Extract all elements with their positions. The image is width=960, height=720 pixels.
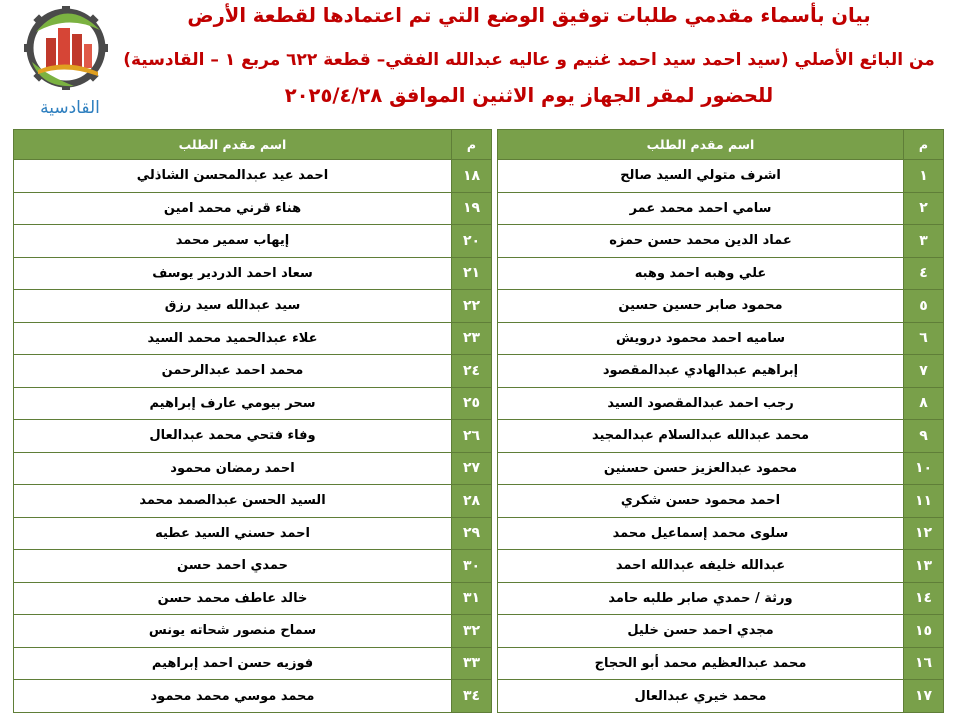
right-name-cell: احمد محمود حسن شكري <box>498 485 904 518</box>
right-number-cell: ٢ <box>904 192 944 225</box>
right-name-cell: محمد عبدالعظيم محمد أبو الحجاج <box>498 647 904 680</box>
table-row <box>14 582 944 615</box>
right-number-cell: ٨ <box>904 387 944 420</box>
right-number-cell: ٥ <box>904 290 944 323</box>
header-num-right: م <box>904 130 944 160</box>
left-number-cell: ٣١ <box>452 582 492 615</box>
left-number-cell: ٢٥ <box>452 387 492 420</box>
left-name-cell: محمد موسي محمد محمود <box>14 680 452 713</box>
column-gap <box>492 387 498 420</box>
column-gap <box>492 130 498 160</box>
column-gap <box>492 192 498 225</box>
title-line-2: من البائع الأصلي (سيد احمد سيد احمد غنيم و عاليه عبدالله الفقي– قطعة ٦٢٢ مربع ١ – القادسية) <box>123 50 935 70</box>
right-number-cell: ٦ <box>904 322 944 355</box>
left-name-cell: احمد رمضان محمود <box>14 452 452 485</box>
right-number-cell: ١٠ <box>904 452 944 485</box>
title-line-1: بيان بأسماء مقدمي طلبات توفيق الوضع التي تم اعتمادها لقطعة الأرض <box>187 4 871 27</box>
table-row <box>14 485 944 518</box>
right-number-cell: ١٦ <box>904 647 944 680</box>
right-name-cell: ورثة / حمدي صابر طلبه حامد <box>498 582 904 615</box>
applicants-table <box>13 129 944 713</box>
column-gap <box>492 355 498 388</box>
table-row <box>14 452 944 485</box>
right-name-cell: سلوى محمد إسماعيل محمد <box>498 517 904 550</box>
city-logo <box>8 2 116 120</box>
left-number-cell: ٢٢ <box>452 290 492 323</box>
left-number-cell: ٣٣ <box>452 647 492 680</box>
table-row <box>14 257 944 290</box>
right-number-cell: ١٥ <box>904 615 944 648</box>
table-row <box>14 647 944 680</box>
left-number-cell: ٣٤ <box>452 680 492 713</box>
left-name-cell: السيد الحسن عبدالصمد محمد <box>14 485 452 518</box>
column-gap <box>492 680 498 713</box>
column-gap <box>492 485 498 518</box>
table-row <box>14 615 944 648</box>
left-name-cell: سماح منصور شحاته يونس <box>14 615 452 648</box>
right-number-cell: ٧ <box>904 355 944 388</box>
table-row <box>14 517 944 550</box>
column-gap <box>492 420 498 453</box>
table-row <box>14 290 944 323</box>
table-row <box>14 355 944 388</box>
table-row <box>14 550 944 583</box>
right-number-cell: ١٣ <box>904 550 944 583</box>
right-name-cell: محمود صابر حسين حسين <box>498 290 904 323</box>
right-name-cell: اشرف متولي السيد صالح <box>498 160 904 193</box>
left-name-cell: إيهاب سمير محمد <box>14 225 452 258</box>
left-number-cell: ٢٩ <box>452 517 492 550</box>
left-number-cell: ٢٠ <box>452 225 492 258</box>
left-number-cell: ١٩ <box>452 192 492 225</box>
column-gap <box>492 322 498 355</box>
left-number-cell: ٢٧ <box>452 452 492 485</box>
table-header-row <box>14 130 944 160</box>
right-name-cell: علي وهبه احمد وهبه <box>498 257 904 290</box>
right-name-cell: ساميه احمد محمود درويش <box>498 322 904 355</box>
right-number-cell: ١ <box>904 160 944 193</box>
document-header <box>0 0 960 122</box>
column-gap <box>492 550 498 583</box>
column-gap <box>492 647 498 680</box>
left-name-cell: علاء عبدالحميد محمد السيد <box>14 322 452 355</box>
logo-label: القادسية <box>40 98 100 118</box>
column-gap <box>492 452 498 485</box>
left-number-cell: ٣٠ <box>452 550 492 583</box>
table-row <box>14 680 944 713</box>
right-name-cell: رجب احمد عبدالمقصود السيد <box>498 387 904 420</box>
table-row <box>14 322 944 355</box>
left-name-cell: فوزيه حسن احمد إبراهيم <box>14 647 452 680</box>
column-gap <box>492 160 498 193</box>
left-name-cell: احمد حسني السيد عطيه <box>14 517 452 550</box>
right-number-cell: ١٧ <box>904 680 944 713</box>
right-number-cell: ١٤ <box>904 582 944 615</box>
table-row <box>14 420 944 453</box>
right-name-cell: عماد الدين محمد حسن حمزه <box>498 225 904 258</box>
left-name-cell: هناء قرني محمد امين <box>14 192 452 225</box>
right-name-cell: محمد عبدالله عبدالسلام عبدالمجيد <box>498 420 904 453</box>
left-name-cell: سحر بيومي عارف إبراهيم <box>14 387 452 420</box>
header-num-left: م <box>452 130 492 160</box>
table-row <box>14 192 944 225</box>
column-gap <box>492 225 498 258</box>
city-logo-emblem-icon <box>8 2 116 102</box>
left-number-cell: ٣٢ <box>452 615 492 648</box>
right-name-cell: إبراهيم عبدالهادي عبدالمقصود <box>498 355 904 388</box>
column-gap <box>492 582 498 615</box>
table-row <box>14 387 944 420</box>
right-name-cell: محمود عبدالعزيز حسن حسنين <box>498 452 904 485</box>
header-name-right: اسم مقدم الطلب <box>498 130 904 160</box>
right-number-cell: ١١ <box>904 485 944 518</box>
table-row <box>14 225 944 258</box>
right-name-cell: محمد خيري عبدالعال <box>498 680 904 713</box>
right-name-cell: سامي احمد محمد عمر <box>498 192 904 225</box>
left-number-cell: ٢٨ <box>452 485 492 518</box>
left-name-cell: حمدي احمد حسن <box>14 550 452 583</box>
right-number-cell: ١٢ <box>904 517 944 550</box>
right-number-cell: ٣ <box>904 225 944 258</box>
header-name-left: اسم مقدم الطلب <box>14 130 452 160</box>
left-name-cell: محمد احمد عبدالرحمن <box>14 355 452 388</box>
left-name-cell: خالد عاطف محمد حسن <box>14 582 452 615</box>
title-line-3: للحضور لمقر الجهاز يوم الاثنين الموافق ٢٠٢٥/٤/٢٨ <box>284 84 774 107</box>
left-number-cell: ٢١ <box>452 257 492 290</box>
left-name-cell: احمد عيد عبدالمحسن الشاذلي <box>14 160 452 193</box>
left-name-cell: وفاء فتحي محمد عبدالعال <box>14 420 452 453</box>
column-gap <box>492 290 498 323</box>
right-name-cell: مجدي احمد حسن خليل <box>498 615 904 648</box>
left-number-cell: ٢٤ <box>452 355 492 388</box>
right-name-cell: عبدالله خليفه عبدالله احمد <box>498 550 904 583</box>
left-name-cell: سعاد احمد الدردير يوسف <box>14 257 452 290</box>
left-number-cell: ٢٦ <box>452 420 492 453</box>
table-row <box>14 160 944 193</box>
left-number-cell: ٢٣ <box>452 322 492 355</box>
left-number-cell: ١٨ <box>452 160 492 193</box>
left-name-cell: سيد عبدالله سيد رزق <box>14 290 452 323</box>
column-gap <box>492 517 498 550</box>
column-gap <box>492 615 498 648</box>
right-number-cell: ٤ <box>904 257 944 290</box>
right-number-cell: ٩ <box>904 420 944 453</box>
column-gap <box>492 257 498 290</box>
